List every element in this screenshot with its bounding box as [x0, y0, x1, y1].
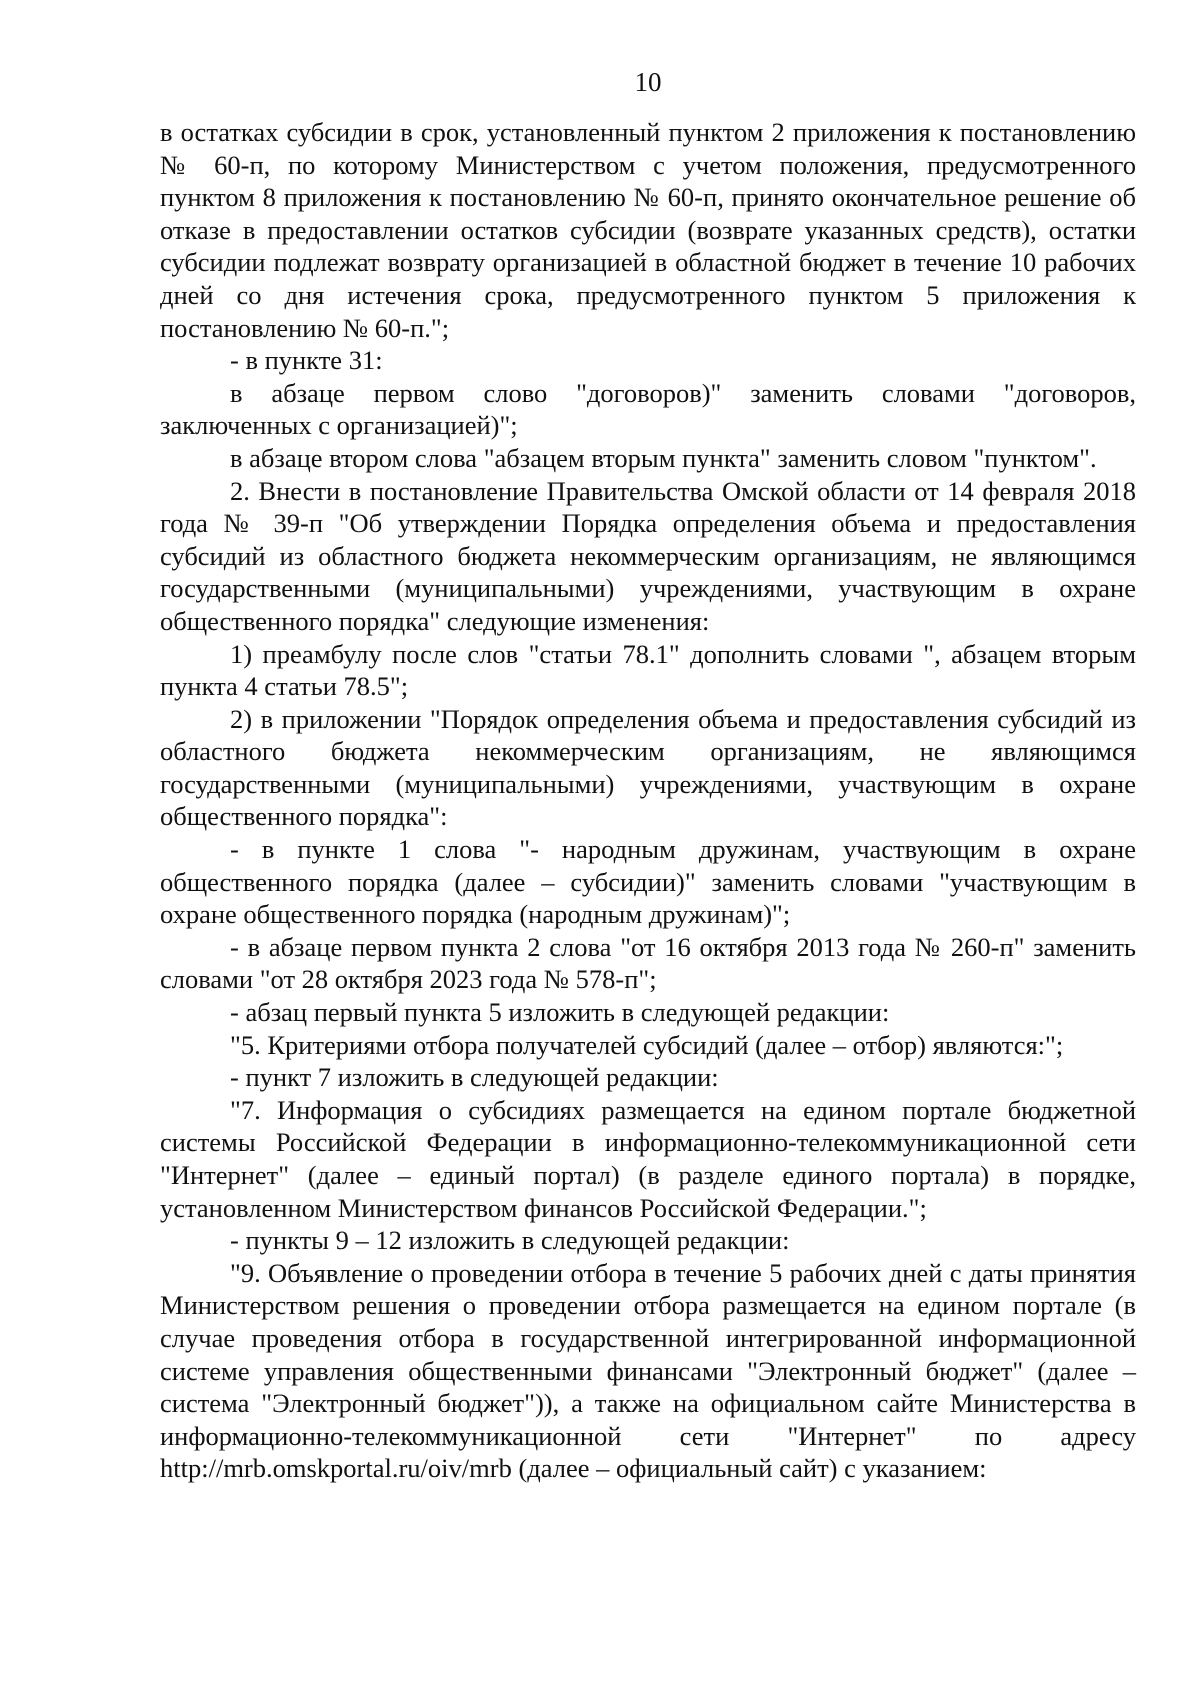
- page-number: 10: [634, 67, 662, 97]
- paragraph: - в абзаце первом пункта 2 слова "от 16 октября 2013 года № 260-п" заменить словами "от 28 октября 2023 года № 578-п";: [160, 931, 1136, 995]
- paragraph: - абзац первый пункта 5 изложить в следующей редакции:: [230, 997, 890, 1028]
- document-page: [160, 62, 1136, 1485]
- paragraph: "5. Критериями отбора получателей субсидий (далее – отбор) являются:";: [230, 1029, 1064, 1060]
- paragraph: 2. Внести в постановление Правительства Омской области от 14 февраля 2018 года № 39-п "Об утверждении Порядка определения объема и предоставления субсидий из областного бюджета некоммерческим организациям, не являющимся государственными (муниципальными) учреждениями, участвующим в охране общественного порядка" следующие изменения:: [160, 475, 1136, 636]
- paragraph: - в пункте 1 слова "- народным дружинам, участвующим в охране общественного порядка (далее – субсидии)" заменить словами "участвующим в охране общественного порядка (народным дружинам)";: [160, 834, 1136, 930]
- paragraph: в остатках субсидии в срок, установленный пунктом 2 приложения к постановлению № 60-п, по которому Министерством с учетом положения, предусмотренного пунктом 8 приложения к постановлению № 60-п, принято окончательное решение об отказе в предоставлении остатков субсидии (возврате указанных средств), остатки субсидии подлежат возврату организацией в областной бюджет в течение 10 рабочих дней со дня истечения срока, предусмотренного пунктом 5 приложения к постановлению № 60-п.";: [160, 117, 1136, 343]
- paragraph: - пункты 9 – 12 изложить в следующей редакции:: [230, 1225, 790, 1256]
- paragraph: в абзаце первом слово "договоров)" заменить словами "договоров, заключенных с организацией)";: [160, 377, 1136, 441]
- document-body: [160, 116, 1136, 1485]
- paragraph: 1) преамбулу после слов "статьи 78.1" дополнить словами ", абзацем вторым пункта 4 статьи 78.5";: [160, 638, 1136, 702]
- paragraph: - в пункте 31:: [230, 345, 383, 376]
- paragraph: "9. Объявление о проведении отбора в течение 5 рабочих дней с даты принятия Министерством решения о проведении отбора размещается на едином портале (в случае проведения отбора в государственной интегрированной информационной системе управления общественными финансами "Электронный бюджет" (далее – система "Электронный бюджет")), а также на официальном сайте Министерства в информационно-телекоммуникационной сети "Интернет" по адресу http://mrb.omskportal.ru/oiv/mrb (далее – официальный сайт) с указанием:: [160, 1257, 1136, 1484]
- paragraph: - пункт 7 изложить в следующей редакции:: [230, 1062, 719, 1093]
- paragraph: "7. Информация о субсидиях размещается на едином портале бюджетной системы Российской Федерации в информационно-телекоммуникационной сети "Интернет" (далее – единый портал) (в разделе единого портала) в порядке, установленном Министерством финансов Российской Федерации.";: [160, 1094, 1136, 1223]
- paragraph: в абзаце втором слова "абзацем вторым пункта" заменить словом "пунктом".: [230, 442, 1097, 473]
- paragraph: 2) в приложении "Порядок определения объема и предоставления субсидий из областного бюджета некоммерческим организациям, не являющимся государственными (муниципальными) учреждениями, участвующим в охране общественного порядка":: [160, 703, 1136, 832]
